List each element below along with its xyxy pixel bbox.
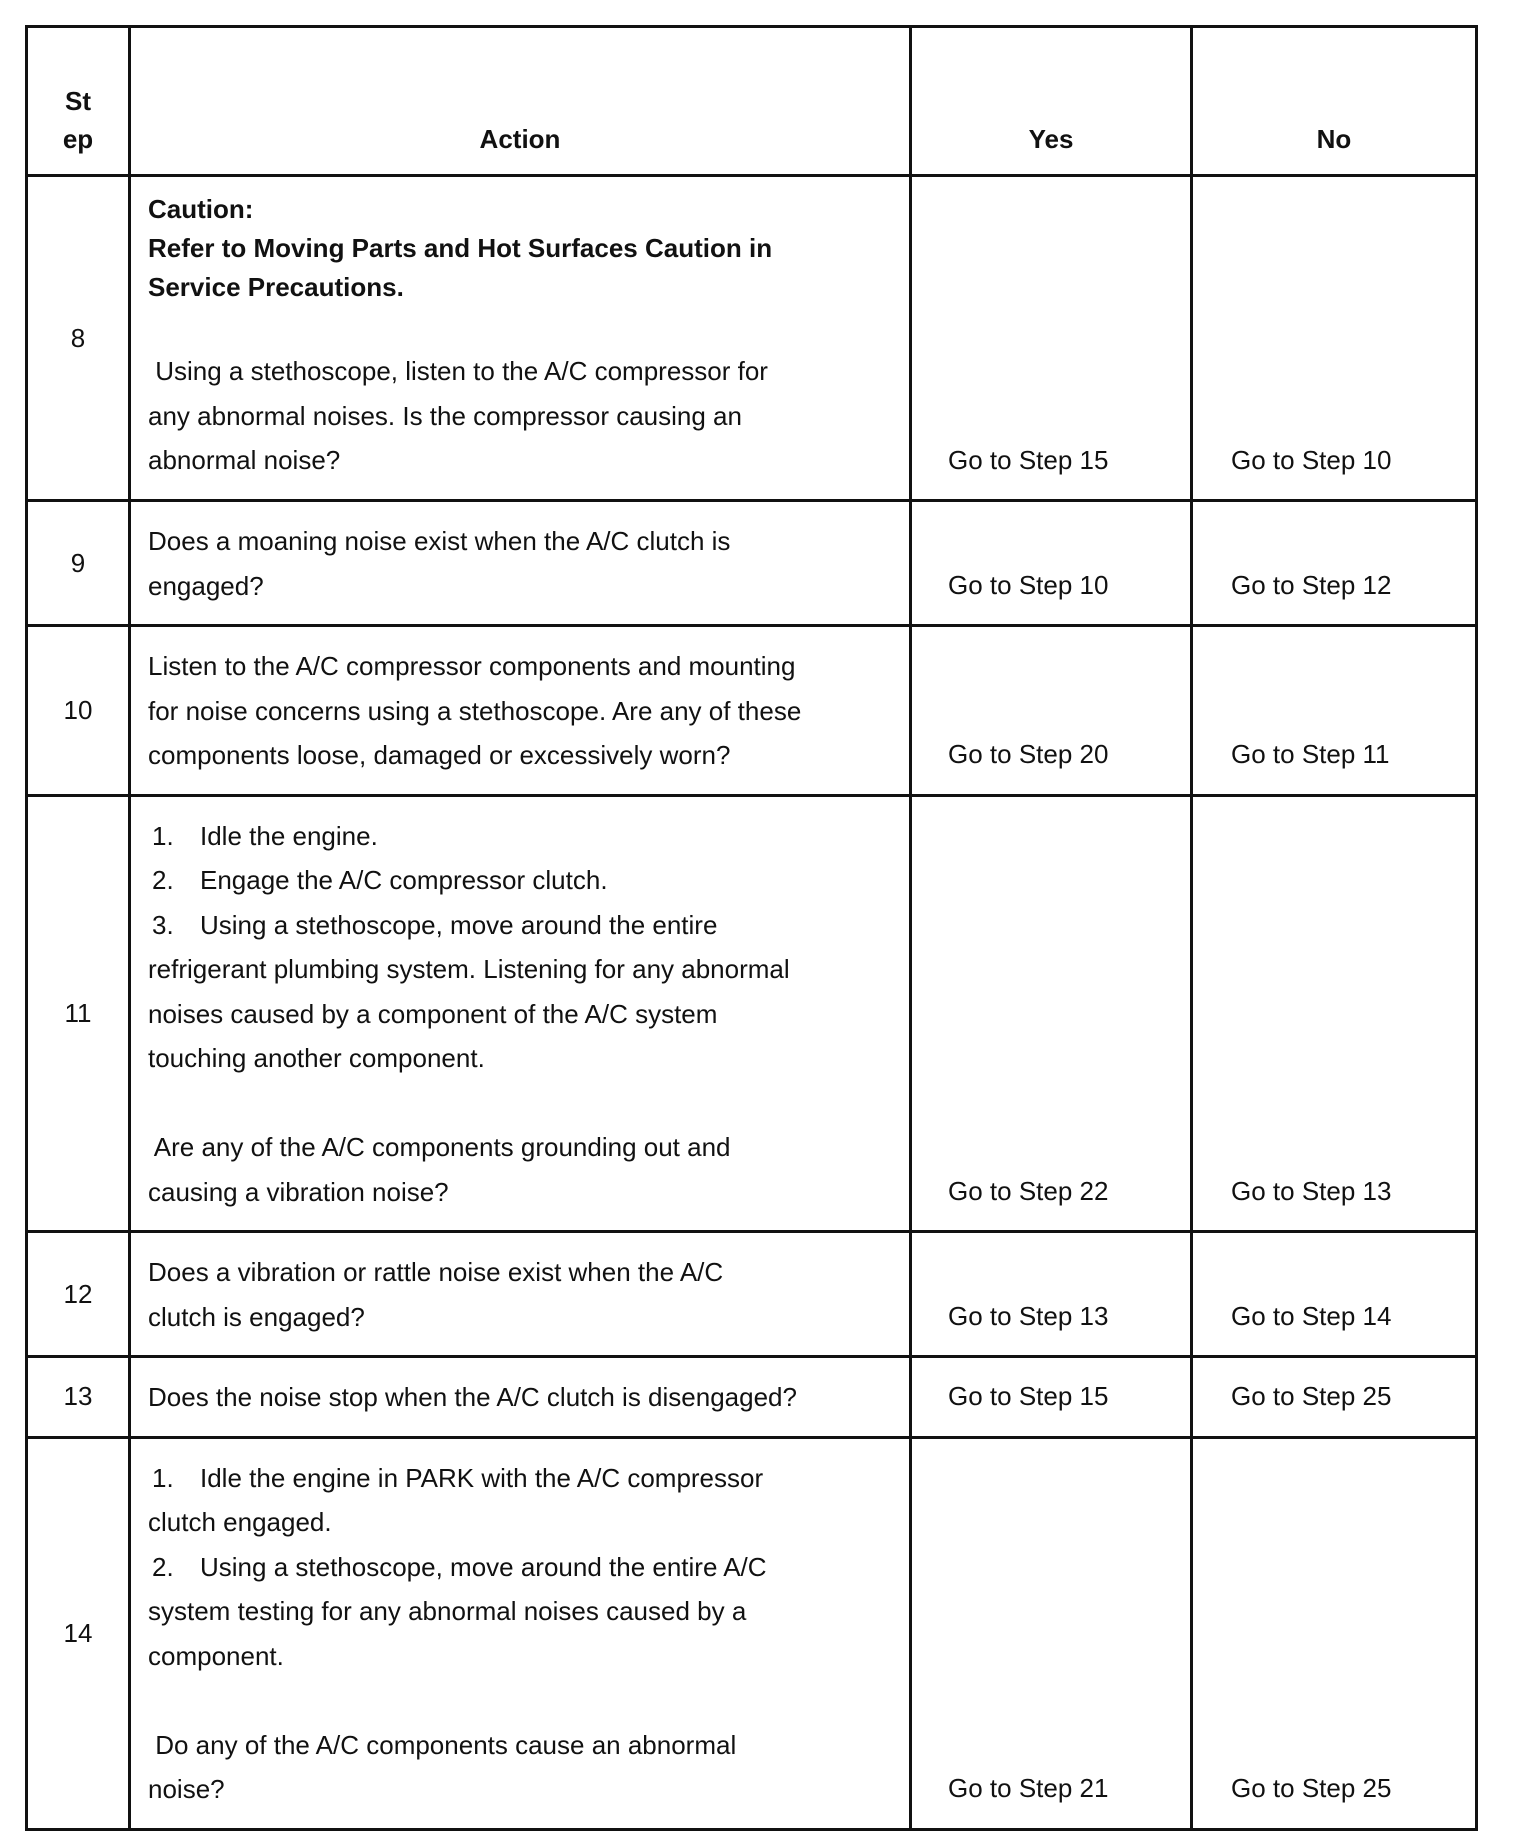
- list-continuation: clutch engaged.: [148, 1507, 332, 1537]
- list-continuation: refrigerant plumbing system. Listening for any abnormal: [148, 954, 790, 984]
- action-text: components loose, damaged or excessively worn?: [148, 740, 731, 770]
- step-number: 13: [27, 1357, 130, 1438]
- no-cell: Go to Step 10: [1192, 176, 1477, 501]
- yes-cell: Go to Step 20: [911, 626, 1192, 796]
- list-item: [148, 903, 895, 948]
- table-row: [27, 626, 1477, 796]
- step-number: 9: [27, 501, 130, 626]
- yes-cell: Go to Step 15: [911, 1357, 1192, 1438]
- list-continuation: system testing for any abnormal noises caused by a: [148, 1596, 747, 1626]
- action-text: Using a stethoscope, listen to the A/C compressor for: [148, 356, 768, 386]
- question-text: causing a vibration noise?: [148, 1176, 449, 1207]
- header-step-line1: St: [65, 86, 91, 116]
- list-number: 1.: [152, 820, 174, 851]
- caution-block: [148, 190, 895, 307]
- header-step: [27, 27, 130, 176]
- list-item: [148, 1456, 895, 1501]
- caution-title: Caution:: [148, 194, 254, 224]
- action-text: abnormal noise?: [148, 445, 341, 475]
- action-cell: [130, 1232, 911, 1357]
- action-cell: [130, 1357, 911, 1438]
- no-cell: Go to Step 13: [1192, 795, 1477, 1232]
- action-cell: [130, 795, 911, 1232]
- table-row: [27, 1357, 1477, 1438]
- no-cell: Go to Step 25: [1192, 1437, 1477, 1829]
- no-cell: Go to Step 12: [1192, 501, 1477, 626]
- question-text: noise?: [148, 1774, 225, 1804]
- step-number: 12: [27, 1232, 130, 1357]
- step-number: 10: [27, 626, 130, 796]
- list-number: 2.: [152, 865, 174, 895]
- list-text: Engage the A/C compressor clutch.: [200, 865, 608, 895]
- action-text: Listen to the A/C compressor components and mounting: [148, 651, 796, 681]
- yes-cell: Go to Step 21: [911, 1437, 1192, 1829]
- action-text: for noise concerns using a stethoscope. Are any of these: [148, 695, 802, 726]
- header-action: Action: [130, 27, 911, 176]
- list-number: 2.: [152, 1551, 174, 1582]
- list-continuation: noises caused by a component of the A/C system: [148, 998, 718, 1029]
- action-cell: [130, 501, 911, 626]
- step-number: 8: [27, 176, 130, 501]
- list-number: 1.: [152, 1462, 174, 1493]
- action-text: any abnormal noises. Is the compressor causing an: [148, 400, 742, 431]
- no-cell: Go to Step 14: [1192, 1232, 1477, 1357]
- question-text: Do any of the A/C components cause an abnormal: [148, 1729, 737, 1760]
- header-row: [27, 27, 1477, 176]
- table-row: [27, 1437, 1477, 1829]
- list-text: Using a stethoscope, move around the entire: [200, 909, 718, 940]
- diagnostic-table: [25, 25, 1478, 1831]
- step-number: 11: [27, 795, 130, 1232]
- action-cell: [130, 1437, 911, 1829]
- table-row: [27, 501, 1477, 626]
- list-continuation: component.: [148, 1640, 284, 1671]
- header-step-line2: ep: [62, 124, 94, 154]
- table-row: [27, 1232, 1477, 1357]
- action-text: engaged?: [148, 570, 264, 601]
- action-text: Does the noise stop when the A/C clutch is disengaged?: [148, 1382, 797, 1412]
- table-row: [27, 176, 1477, 501]
- step-number: 14: [27, 1437, 130, 1829]
- list-text: Idle the engine.: [200, 820, 378, 851]
- caution-text: Service Precautions.: [148, 272, 404, 302]
- action-text: clutch is engaged?: [148, 1301, 365, 1332]
- table-row: [27, 795, 1477, 1232]
- yes-cell: Go to Step 22: [911, 795, 1192, 1232]
- header-no: No: [1192, 27, 1477, 176]
- yes-cell: Go to Step 15: [911, 176, 1192, 501]
- list-number: 3.: [152, 909, 174, 940]
- no-cell: Go to Step 11: [1192, 626, 1477, 796]
- action-cell: [130, 626, 911, 796]
- list-item: [148, 1545, 895, 1590]
- caution-text: Refer to Moving Parts and Hot Surfaces Caution in: [148, 233, 773, 263]
- list-item: [148, 814, 895, 859]
- action-text: Does a moaning noise exist when the A/C clutch is: [148, 526, 731, 556]
- header-yes: Yes: [911, 27, 1192, 176]
- list-text: Idle the engine in PARK with the A/C compressor: [200, 1462, 764, 1493]
- question-text: Are any of the A/C components grounding out and: [148, 1132, 731, 1162]
- list-text: Using a stethoscope, move around the entire A/C: [200, 1551, 767, 1582]
- action-cell: [130, 176, 911, 501]
- list-item: [148, 858, 895, 903]
- no-cell: Go to Step 25: [1192, 1357, 1477, 1438]
- yes-cell: Go to Step 10: [911, 501, 1192, 626]
- yes-cell: Go to Step 13: [911, 1232, 1192, 1357]
- list-continuation: touching another component.: [148, 1043, 485, 1073]
- action-text: Does a vibration or rattle noise exist when the A/C: [148, 1257, 724, 1287]
